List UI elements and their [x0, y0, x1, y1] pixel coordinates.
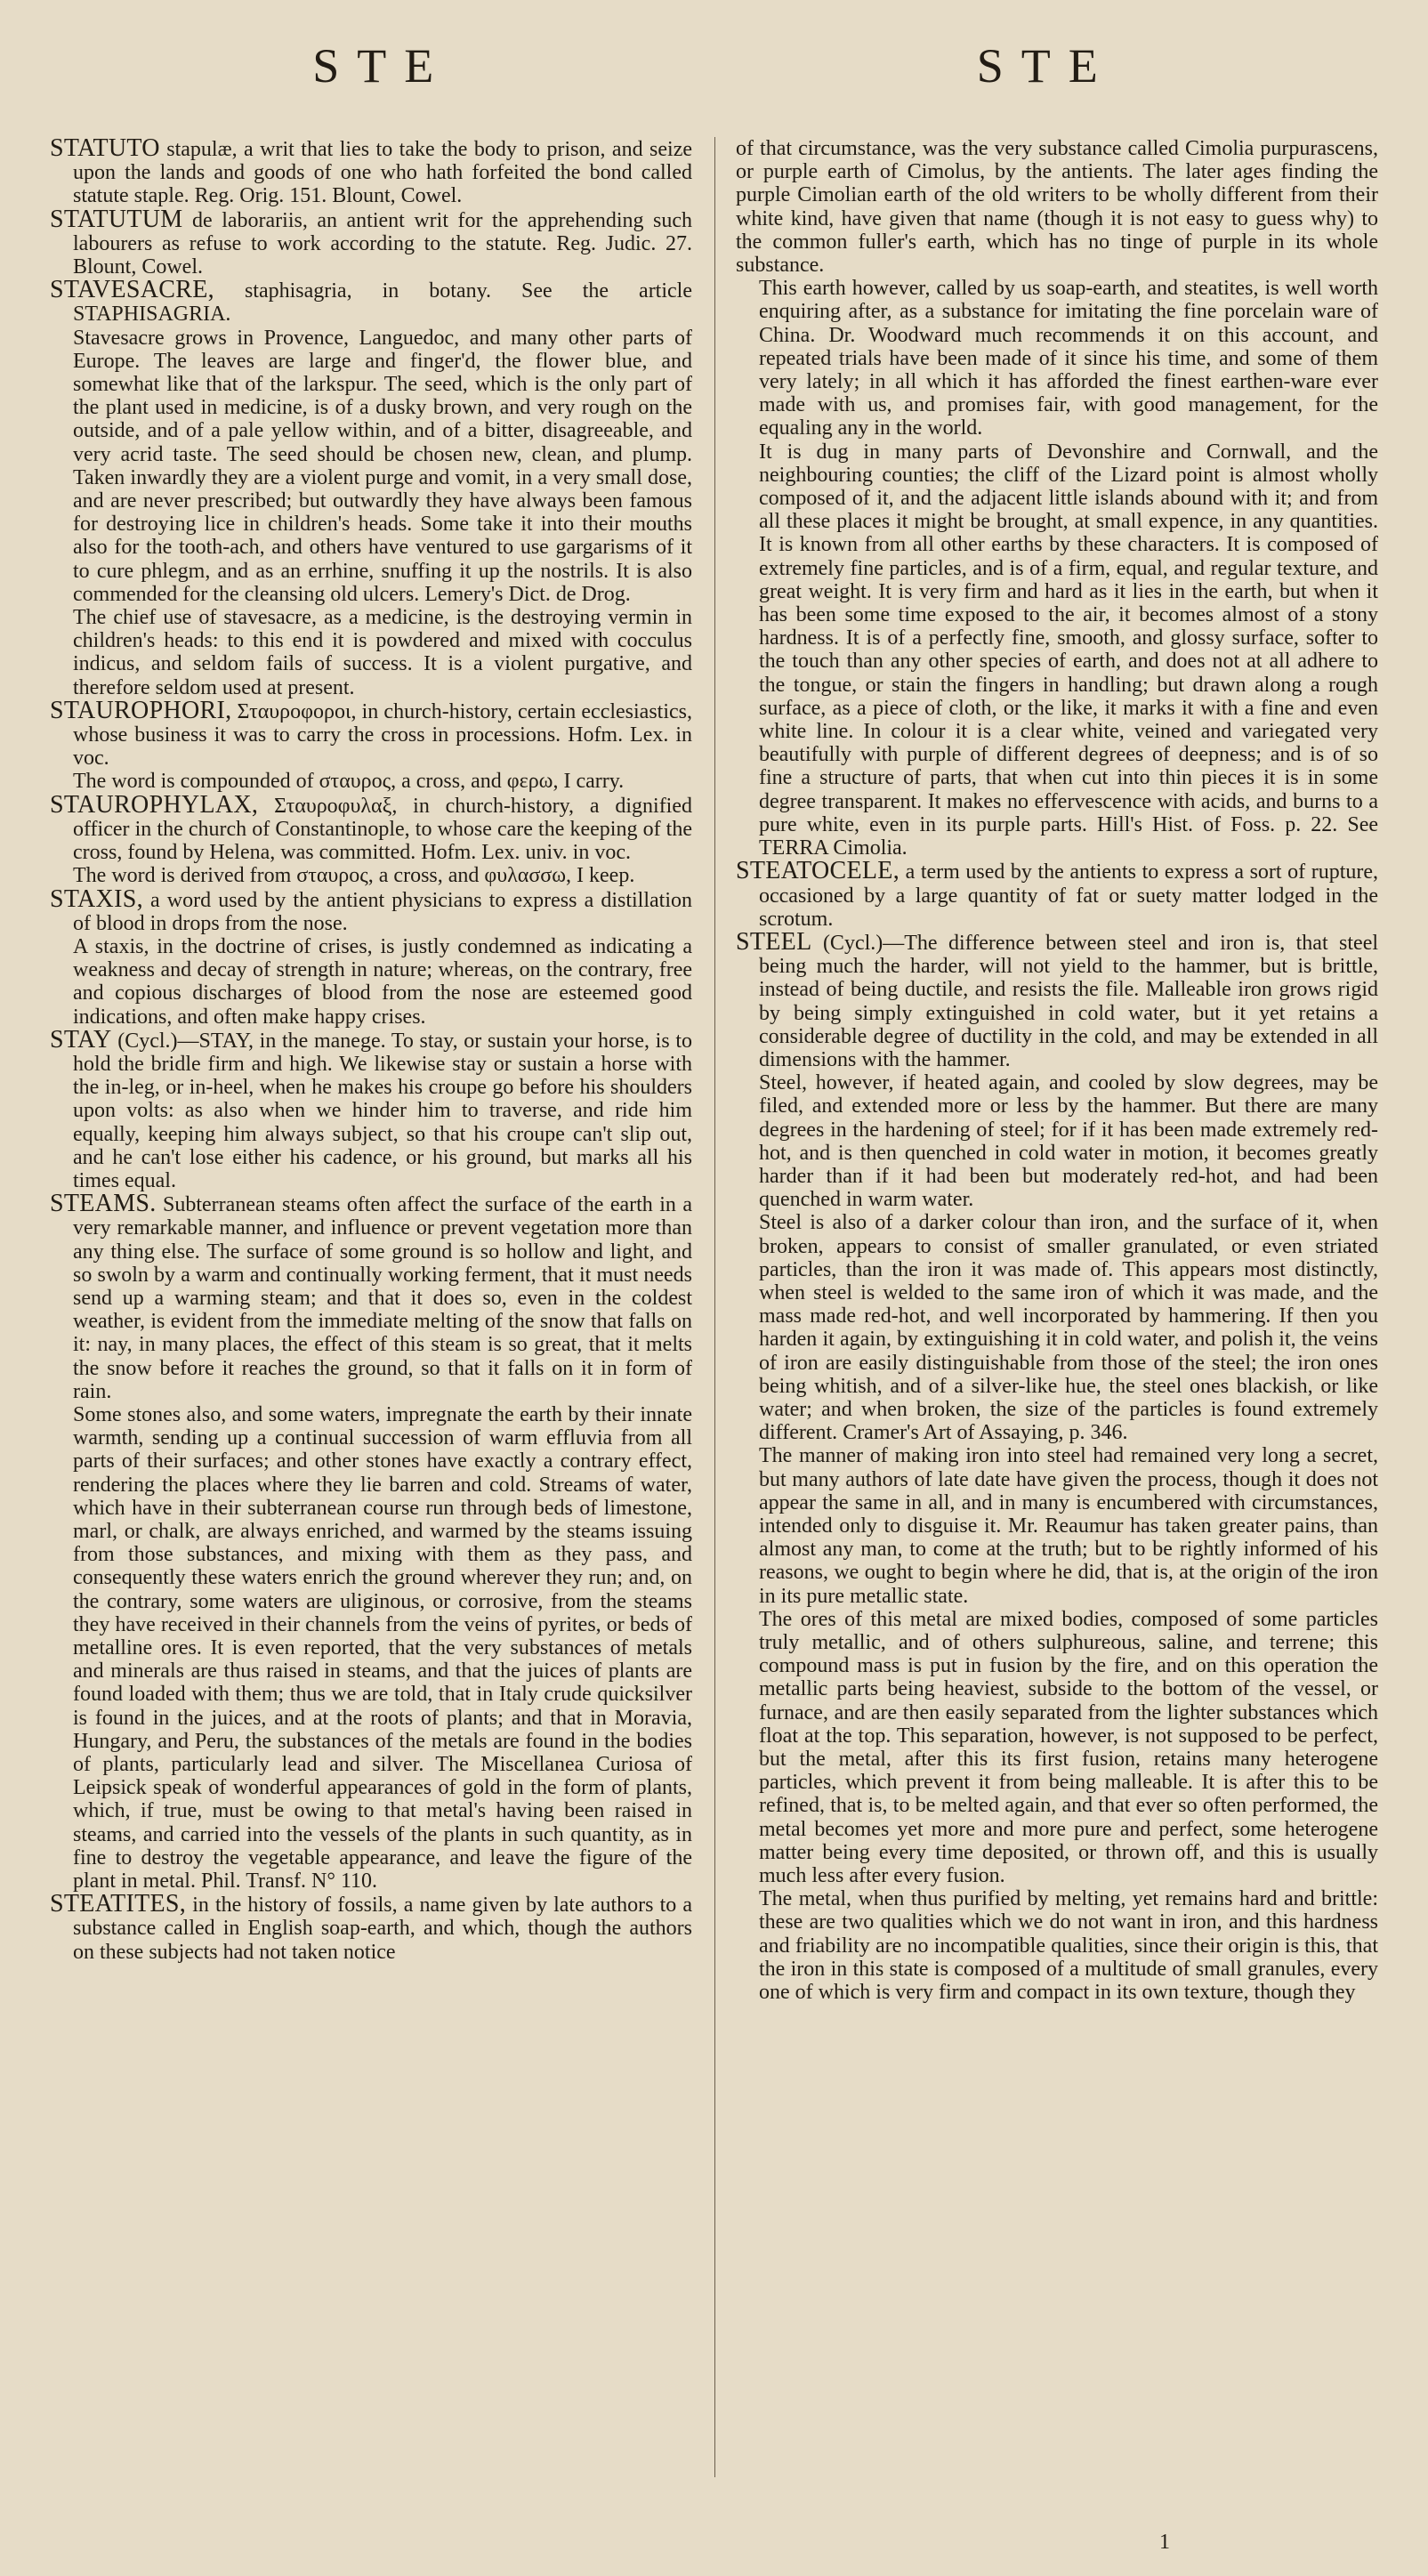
entry-headword: STAVESACRE, [50, 276, 214, 304]
entry-paragraph: The word is compounded of σταυρος, a cross, and φερω, I carry. [73, 770, 625, 794]
dictionary-entry [50, 1890, 692, 1964]
entry-paragraph: The metal, when thus purified by melting, yet remains hard and brittle: these are two qualities which we do not want in iron, and this hardness and friability are no incompatible qualities, since their origin is this, that the iron in this state is composed of a multitude of small granules, every one of which is very firm and compact in its own texture, though they [759, 1887, 1378, 2005]
dictionary-entry [50, 790, 692, 865]
entry-text: (Cycl.)—The difference between steel and iron is, that steel being much the harder, will not yield to the hammer, but is brittle, instead of being ductile, and resists the file. Malleable iron grows rigid by being simply extinguished in cold water, but it yet retains a considerable degree of ductility in the cold, and may be extended in all dimensions with the hammer. [759, 931, 1378, 1071]
entry-headword: STATUTUM [50, 205, 183, 233]
column-divider [714, 137, 715, 2477]
entry-text: a term used by the antients to express a sort of rupture, occasioned by a large quantity of fat or suety matter lodged in the scrotum. [759, 860, 1378, 931]
entry-text: de laborariis, an antient writ for the apprehending such labourers as refuse to work according to the statute. Reg. Judic. 27. Blount, Cowel. [73, 208, 692, 279]
dictionary-entry [50, 137, 692, 208]
running-head-right: STE [976, 39, 1116, 93]
running-head [50, 34, 1378, 98]
entry-headword: STAUROPHYLAX, [50, 790, 259, 819]
entry-headword: STEATOCELE, [736, 857, 900, 885]
continued-text: of that circumstance, was the very substance called Cimolia purpurascens, or purple earth of Cimolus, by the antients. The later ages finding the purple Cimolian earth of the old writers to be wholly different from their white kind, have given that name (though it is not easy to guess why) to the common fuller's earth, which has no tinge of purple in its whole substance. [736, 137, 1378, 278]
right-column [736, 137, 1378, 2513]
entry-headword: STAUROPHORI, [50, 696, 232, 724]
dictionary-entry [50, 276, 692, 327]
dictionary-entry [736, 927, 1378, 1071]
entry-text: (Cycl.)—STAY, in the manege. To stay, or sustain your horse, is to hold the bridle firm and high. We likewise stay or sustain a horse with the in-leg, or in-heel, when he makes his croupe go before his shoulders upon volts: as also when we hinder him to traverse, and ride him equally, keeping him always subject, so that his croupe can't slip out, and he can't lose either his cadence, or his ground, but marks all his times equal. [73, 1029, 692, 1192]
page-number: 1 [1159, 2531, 1170, 2554]
dictionary-entry [50, 1025, 692, 1192]
entry-headword: STATUTO [50, 137, 160, 162]
entry-paragraph: The manner of making iron into steel had remained very long a secret, but many authors of late date have given the process, though it does not appear the same in all, and in many is encumbered with circumstances, intended only to disguise it. Mr. Reaumur has taken greater pains, than almost any man, to come at the truth; but to be rightly informed of his reasons, we ought to begin where he did, that is, at the origin of the iron in its pure metallic state. [759, 1444, 1378, 1608]
dictionary-entry [50, 696, 692, 771]
entry-paragraph: A staxis, in the doctrine of crises, is justly condemned as indicating a weakness and decay of strength in nature; whereas, on the contrary, free and copious discharges of blood from the nose are esteemed good indications, and often make happy crises. [73, 934, 692, 1029]
entry-text: Subterranean steams often affect the surface of the earth in a very remarkable manner, and influence or prevent vegetation more than any thing else. The surface of some ground is so hollow and light, and so swoln by a warm and continually working ferment, that it must needs send up a warming steam; and that it does so, even in the coldest weather, is evident from the immediate melting of the snow that falls on it: nay, in many places, the effect of this steam is so great, that it melts the snow before it reaches the ground, so that it falls on it in form of rain. [73, 1193, 692, 1403]
dictionary-entry [50, 205, 692, 279]
dictionary-entry [736, 857, 1378, 931]
entry-paragraph: It is dug in many parts of Devonshire and Cornwall, and the neighbouring counties; the cliff of the Lizard point is almost wholly composed of it, and the adjacent little islands abound with it; and from all these places it might be brought, at small expence, in any quantities. It is known from all other earths by these characters. It is composed of extremely fine particles, and is of a firm, equal, and regular texture, and great weight. It is very firm and hard as it lies in the earth, but when it has been some time exposed to the air, it becomes almost of a stony hardness. It is of a perfectly fine, smooth, and glossy surface, softer to the touch than any other species of earth, and does not at all adhere to the tongue, or stain the fingers in handling; but drawn along a rough surface, as a piece of cloth, or the like, it marks it with a fine and even white line. In colour it is a clear white, veined and variegated very beautifully with purple of different degrees of deepness; and is of so fine a structure of parts, that when cut into thin pieces it is in some degree transparent. It makes no effervescence with acids, and burns to a pure white, even in its purple parts. Hill's Hist. of Foss. p. 22. See TERRA Cimolia. [759, 440, 1378, 860]
dictionary-entry [50, 884, 692, 935]
entry-paragraph: The ores of this metal are mixed bodies, composed of some particles truly metallic, and of others sulphureous, saline, and terrene; this compound mass is put in fusion by the fire, and on this operation the metallic parts being heaviest, subside to the bottom of the vessel, or furnace, and are then easily separated from the lighter substances which float at the top. This separation, however, is not supposed to be perfect, but the metal, after this its first fusion, retains many heterogene particles, which prevent it from being malleable. It is after this to be refined, that is, to be melted again, and that ever so often performed, the metal becomes yet more and more pure and perfect, some heterogene matter being every time deposited, or thrown off, and this is usually much less after every fusion. [759, 1607, 1378, 1888]
entry-headword: STEATITES, [50, 1890, 187, 1918]
entry-paragraph: The word is derived from σταυρος, a cross, and φυλασσω, I keep. [73, 864, 635, 888]
entry-paragraph: Stavesacre grows in Provence, Languedoc, and many other parts of Europe. The leaves are large and finger'd, the flower blue, and somewhat like that of the larkspur. The seed, which is the only part of the plant used in medicine, is of a dusky brown, and very rough on the outside, and of a pale yellow within, and of a bitter, disagreeable, and very acrid taste. The seed should be chosen new, clean, and plump. Taken inwardly they are a violent purge and vomit, in a very small dose, and are never prescribed; but outwardly they have always been famous for destroying lice in children's heads. Some take it into their mouths also for the tooth-ach, and others have ventured to use gargarisms of it to cure phlegm, and as an errhine, snuffing it up the nostrils. It is also commended for the cleansing old ulcers. Lemery's Dict. de Drog. [73, 326, 692, 606]
entry-paragraph: Steel, however, if heated again, and cooled by slow degrees, may be filed, and extended more or less by the hammer. But there are many degrees in the hardening of steel; for if it has been made extremely red-hot, and is then quenched in cold water in motion, it becomes greatly harder than if it had been but moderately red-hot, and had been quenched in warm water. [759, 1071, 1378, 1212]
entry-headword: STAY [50, 1025, 112, 1054]
entry-text: Σταυροφοροι, in church-history, certain ecclesiastics, whose business it was to carry the cross in processions. Hofm. Lex. in voc. [73, 699, 692, 771]
text-columns [50, 137, 1378, 2531]
entry-paragraph: Steel is also of a darker colour than iron, and the surface of it, when broken, appears to consist of smaller granulated, or even striated particles, than the iron it was made of. This appears most distinctly, when steel is welded to the same iron of which it was made, and the mass made red-hot, and well incorporated by hammering. If then you harden it again, by extinguishing it in cold water, and polish it, the veins of iron are easily distinguishable from those of the steel; the iron ones being whitish, and of a silver-like hue, the steel ones blackish, or like water; and when broken, the size of the particles is found extremely different. Cramer's Art of Assaying, p. 346. [759, 1211, 1378, 1445]
entry-text: staphisagria, in botany. See the article STAPHISAGRIA. [73, 279, 692, 327]
dictionary-entry [50, 1192, 692, 1403]
entry-text: a word used by the antient physicians to express a distillation of blood in drops from the nose. [73, 888, 692, 935]
entry-paragraph: Some stones also, and some waters, impregnate the earth by their innate warmth, sending up a continual succession of warm effluvia from all parts of their surfaces; and other stones have exactly a contrary effect, rendering the places where they lie barren and cold. Streams of water, which have in their subterranean course run through beds of limestone, marl, or chalk, are always enriched, and warmed by the steams issuing from those substances, and mixing with them as they pass, and consequently these waters enrich the ground wherever they run; and, on the contrary, some waters are uliginous, or corrosive, from the steams they have received in their channels from the veins of pyrites, or beds of metalline ores. It is even reported, that the very substances of metals and minerals are thus raised in steams, and that the juices of plants are found loaded with them; thus we are told, that in Italy crude quicksilver is found in the juices, and at the roots of plants; and that in Moravia, Hungary, and Peru, the substances of the metals are found in the bodies of plants, particularly lead and silver. The Miscellanea Curiosa of Leipsick speak of wonderful appearances of gold in the form of plants, which, if true, must be owing to that metal's having been raised in steams, and carried into the vessels of the plants in such quantity, as in fine to destroy the vegetable appearance, and leave the figure of the plant in metal. Phil. Transf. N° 110. [73, 1402, 692, 1894]
entry-paragraph: This earth however, called by us soap-earth, and steatites, is well worth enquiring after, as a substance for imitating the fine porcelain ware of China. Dr. Woodward much recommends it on this account, and repeated trials have been made of it since his time, and some of them very lately; in all which it has afforded the finest earthen-ware ever made with us, and promises fair, with good management, for the equaling any in the world. [759, 277, 1378, 440]
running-head-left: STE [312, 39, 452, 93]
entry-headword: STEAMS. [50, 1190, 157, 1218]
entry-paragraph: The chief use of stavesacre, as a medicine, is the destroying vermin in children's heads: to this end it is powdered and mixed with cocculus indicus, and seldom fails of success. It is a violent purgative, and therefore seldom used at present. [73, 606, 692, 699]
entry-headword: STAXIS, [50, 884, 143, 913]
entry-text: stapulæ, a writ that lies to take the body to prison, and seize upon the lands and goods of one who hath forfeited the bond called statute staple. Reg. Orig. 151. Blount, Cowel. [73, 138, 692, 208]
left-column [50, 137, 692, 2513]
entry-text: in the history of fossils, a name given by late authors to a substance called in English soap-earth, and which, though the authors on these subjects had not taken notice [73, 1894, 692, 1964]
entry-headword: STEEL [736, 927, 812, 956]
entry-text: Σταυροφυλαξ, in church-history, a dignified officer in the church of Constantinople, to whose care the keeping of the cross, found by Helena, was committed. Hofm. Lex. univ. in voc. [73, 794, 692, 865]
